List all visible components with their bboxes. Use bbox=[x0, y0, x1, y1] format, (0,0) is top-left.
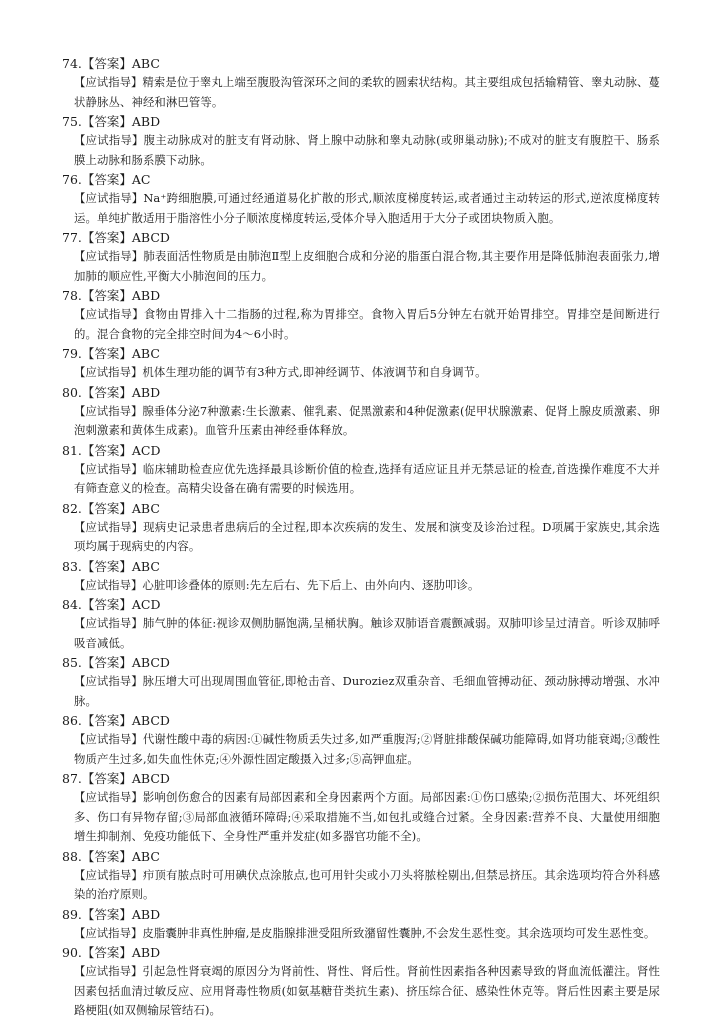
answer-line bbox=[62, 228, 660, 247]
answer-value: ABD bbox=[131, 114, 161, 129]
question-item bbox=[62, 847, 660, 905]
answer-line bbox=[62, 557, 660, 576]
answer-value: ABC bbox=[131, 558, 160, 574]
guide-paragraph bbox=[62, 672, 660, 711]
answer-line bbox=[62, 286, 660, 305]
answer-line bbox=[62, 112, 660, 131]
answer-line bbox=[62, 653, 660, 672]
guide-tag: 【应试指导】 bbox=[74, 191, 144, 205]
answer-tag: 【答案】 bbox=[81, 288, 132, 303]
question-number: 75. bbox=[62, 114, 82, 129]
guide-text: Na⁺跨细胞膜,可通过经通道易化扩散的形式,顺浓度梯度转运,或者通过主动转运的形式,逆浓度梯度转运。单纯扩散适用于脂溶性小分子顺浓度梯度转运,受体介导入胞适用于大分子或团块物质入胞。 bbox=[74, 191, 660, 225]
question-item bbox=[62, 383, 660, 441]
answer-tag: 【答案】 bbox=[81, 442, 132, 458]
answer-value: ABD bbox=[131, 288, 161, 303]
question-number: 80. bbox=[62, 384, 82, 400]
guide-paragraph bbox=[62, 576, 660, 596]
guide-paragraph bbox=[62, 131, 660, 170]
answer-line bbox=[62, 847, 660, 866]
guide-paragraph bbox=[62, 614, 660, 653]
answer-tag: 【答案】 bbox=[81, 346, 132, 361]
guide-paragraph bbox=[62, 305, 660, 344]
guide-text: 临床辅助检查应优先选择最具诊断价值的检查,选择有适应证且并无禁忌证的检查,首选操作难度不大并有筛查意义的检查。高精尖设备在确有需要的时候选用。 bbox=[74, 461, 660, 495]
guide-text: 代谢性酸中毒的病因:①碱性物质丢失过多,如严重腹泻;②肾脏排酸保碱功能障碍,如肾功能衰竭;③酸性物质产生过多,如失血性休克;④外源性固定酸摄入过多;⑤高钾血症。 bbox=[74, 732, 660, 766]
answer-tag: 【答案】 bbox=[81, 906, 132, 922]
guide-text: 腺垂体分泌7种激素:生长激素、催乳素、促黑激素和4种促激素(促甲状腺激素、促肾上腺皮质激素、卵泡刺激素和黄体生成素)。血管升压素由神经垂体释放。 bbox=[74, 403, 660, 437]
question-number: 77. bbox=[62, 230, 82, 245]
answer-tag: 【答案】 bbox=[81, 230, 132, 245]
question-number: 85. bbox=[62, 655, 82, 670]
guide-paragraph bbox=[62, 189, 660, 228]
guide-tag: 【应试指导】 bbox=[74, 365, 143, 379]
question-item bbox=[62, 653, 660, 711]
guide-paragraph bbox=[62, 73, 660, 112]
question-item bbox=[62, 286, 660, 344]
guide-tag: 【应试指导】 bbox=[74, 519, 144, 534]
answer-line bbox=[62, 711, 660, 730]
guide-tag: 【应试指导】 bbox=[74, 867, 143, 882]
guide-text: 腹主动脉成对的脏支有肾动脉、肾上腺中动脉和睾丸动脉(或卵巢动脉);不成对的脏支有腹腔干、肠系膜上动脉和肠系膜下动脉。 bbox=[74, 133, 660, 167]
question-item bbox=[62, 943, 660, 1021]
answer-tag: 【答案】 bbox=[81, 558, 132, 574]
answer-tag: 【答案】 bbox=[81, 945, 132, 960]
answer-line bbox=[62, 344, 660, 363]
question-item bbox=[62, 54, 660, 112]
guide-tag: 【应试指导】 bbox=[74, 75, 143, 89]
question-number: 86. bbox=[62, 713, 82, 728]
answer-value: ABCD bbox=[131, 713, 170, 728]
guide-paragraph bbox=[62, 962, 660, 1021]
answer-value: ABCD bbox=[131, 771, 170, 786]
guide-tag: 【应试指导】 bbox=[74, 403, 143, 418]
question-item bbox=[62, 112, 660, 170]
question-number: 79. bbox=[62, 346, 82, 361]
answer-line bbox=[62, 905, 660, 924]
guide-text: 精索是位于睾丸上端至腹股沟管深环之间的柔软的圆索状结构。其主要组成包括输精管、睾丸动脉、蔓状静脉丛、神经和淋巴管等。 bbox=[74, 75, 660, 109]
question-number: 83. bbox=[62, 558, 82, 574]
answer-line bbox=[62, 441, 660, 460]
guide-paragraph bbox=[62, 518, 660, 557]
guide-tag: 【应试指导】 bbox=[74, 790, 143, 804]
answer-line bbox=[62, 54, 660, 73]
question-item bbox=[62, 711, 660, 769]
guide-tag: 【应试指导】 bbox=[74, 577, 143, 592]
guide-paragraph bbox=[62, 247, 660, 286]
question-item bbox=[62, 228, 660, 286]
question-number: 82. bbox=[62, 500, 82, 516]
question-item bbox=[62, 905, 660, 944]
answer-tag: 【答案】 bbox=[81, 848, 132, 864]
question-number: 78. bbox=[62, 288, 82, 303]
answer-line bbox=[62, 499, 660, 518]
answer-tag: 【答案】 bbox=[81, 771, 132, 786]
guide-text: 疖顶有脓点时可用碘伏点涂脓点,也可用针尖或小刀头将脓栓剔出,但禁忌挤压。其余选项均符合外科感染的治疗原则。 bbox=[74, 867, 660, 901]
guide-tag: 【应试指导】 bbox=[74, 925, 143, 940]
answer-value: AC bbox=[131, 172, 151, 187]
guide-paragraph bbox=[62, 924, 660, 944]
answer-value: ABC bbox=[131, 500, 160, 516]
answer-line bbox=[62, 943, 660, 962]
question-item bbox=[62, 595, 660, 653]
answer-tag: 【答案】 bbox=[81, 713, 132, 728]
answer-line bbox=[62, 383, 660, 402]
guide-text: 脉压增大可出现周围血管征,即枪击音、Duroziez双重杂音、毛细血管搏动征、颈动脉搏动增强、水冲脉。 bbox=[74, 674, 660, 708]
answer-tag: 【答案】 bbox=[81, 384, 132, 400]
guide-text: 皮脂囊肿非真性肿瘤,是皮脂腺排泄受阻所致潴留性囊肿,不会发生恶性变。其余选项均可发生恶性变。 bbox=[142, 925, 656, 940]
guide-text: 影响创伤愈合的因素有局部因素和全身因素两个方面。局部因素:①伤口感染;②损伤范围大、坏死组织多、伤口有异物存留;③局部血液循环障碍;④采取措施不当,如包扎或缝合过紧。全身因素:营养不良、大量使用细胞增生抑制剂、免疫功能低下、全身性严重并发症(如多器官功能不全)。 bbox=[74, 790, 660, 843]
answer-tag: 【答案】 bbox=[81, 114, 132, 129]
question-item bbox=[62, 344, 660, 383]
question-number: 81. bbox=[62, 442, 82, 458]
question-number: 74. bbox=[62, 56, 82, 71]
answer-value: ABCD bbox=[131, 230, 170, 245]
guide-paragraph bbox=[62, 730, 660, 769]
guide-text: 食物由胃排入十二指肠的过程,称为胃排空。食物入胃后5分钟左右就开始胃排空。胃排空是间断进行的。混合食物的完全排空时间为4～6小时。 bbox=[74, 307, 660, 341]
answer-line bbox=[62, 595, 660, 614]
answer-line bbox=[62, 170, 660, 189]
guide-paragraph bbox=[62, 363, 660, 383]
answer-line bbox=[62, 769, 660, 788]
answer-value: ACD bbox=[131, 442, 161, 458]
guide-text: 引起急性肾衰竭的原因分为肾前性、肾性、肾后性。肾前性因素指各种因素导致的肾血流低灌注。肾性因素包括血清过敏反应、应用肾毒性物质(如氨基糖苷类抗生素)、挤压综合征、感染性休克等。肾后性因素主要是尿路梗阻(如双侧输尿管结石)。 bbox=[74, 964, 660, 1017]
question-number: 76. bbox=[62, 172, 82, 187]
question-number: 84. bbox=[62, 597, 82, 612]
answer-value: ABCD bbox=[131, 655, 170, 670]
guide-tag: 【应试指导】 bbox=[74, 307, 144, 321]
answer-tag: 【答案】 bbox=[81, 655, 132, 670]
guide-paragraph bbox=[62, 866, 660, 905]
answer-tag: 【答案】 bbox=[81, 597, 132, 612]
guide-text: 机体生理功能的调节有3种方式,即神经调节、体液调节和自身调节。 bbox=[142, 365, 487, 379]
guide-tag: 【应试指导】 bbox=[74, 249, 144, 263]
guide-tag: 【应试指导】 bbox=[74, 964, 143, 978]
question-item bbox=[62, 441, 660, 499]
guide-text: 现病史记录患者患病后的全过程,即本次疾病的发生、发展和演变及诊治过程。D项属于家族史,其余选项均属于现病史的内容。 bbox=[74, 519, 660, 553]
answer-tag: 【答案】 bbox=[81, 500, 132, 516]
answer-value: ABD bbox=[131, 906, 161, 922]
answer-value: ABD bbox=[131, 384, 161, 400]
question-item bbox=[62, 769, 660, 847]
question-item bbox=[62, 557, 660, 596]
guide-text: 肺表面活性物质是由肺泡Ⅱ型上皮细胞合成和分泌的脂蛋白混合物,其主要作用是降低肺泡表面张力,增加肺的顺应性,平衡大小肺泡间的压力。 bbox=[74, 249, 660, 283]
question-number: 87. bbox=[62, 771, 82, 786]
answer-tag: 【答案】 bbox=[81, 172, 132, 187]
guide-tag: 【应试指导】 bbox=[74, 133, 144, 147]
guide-tag: 【应试指导】 bbox=[74, 732, 143, 746]
guide-text: 心脏叩诊叠体的原则:先左后右、先下后上、由外向内、逐肋叩诊。 bbox=[142, 577, 480, 592]
answer-value: ABC bbox=[131, 848, 160, 864]
guide-tag: 【应试指导】 bbox=[74, 616, 143, 630]
answer-value: ACD bbox=[131, 597, 161, 612]
question-item bbox=[62, 499, 660, 557]
guide-tag: 【应试指导】 bbox=[74, 674, 143, 688]
answer-value: ABC bbox=[131, 56, 160, 71]
question-number: 88. bbox=[62, 848, 82, 864]
guide-paragraph bbox=[62, 788, 660, 847]
question-item bbox=[62, 170, 660, 228]
question-number: 89. bbox=[62, 906, 82, 922]
answer-value: ABD bbox=[131, 945, 161, 960]
answer-value: ABC bbox=[131, 346, 160, 361]
answer-tag: 【答案】 bbox=[81, 56, 132, 71]
guide-text: 肺气肿的体征:视诊双侧肋膈饱满,呈桶状胸。触诊双肺语音震颤减弱。双肺叩诊呈过清音。听诊双肺呼吸音减低。 bbox=[74, 616, 660, 650]
guide-paragraph bbox=[62, 402, 660, 441]
question-number: 90. bbox=[62, 945, 82, 960]
guide-tag: 【应试指导】 bbox=[74, 461, 143, 476]
guide-paragraph bbox=[62, 460, 660, 499]
